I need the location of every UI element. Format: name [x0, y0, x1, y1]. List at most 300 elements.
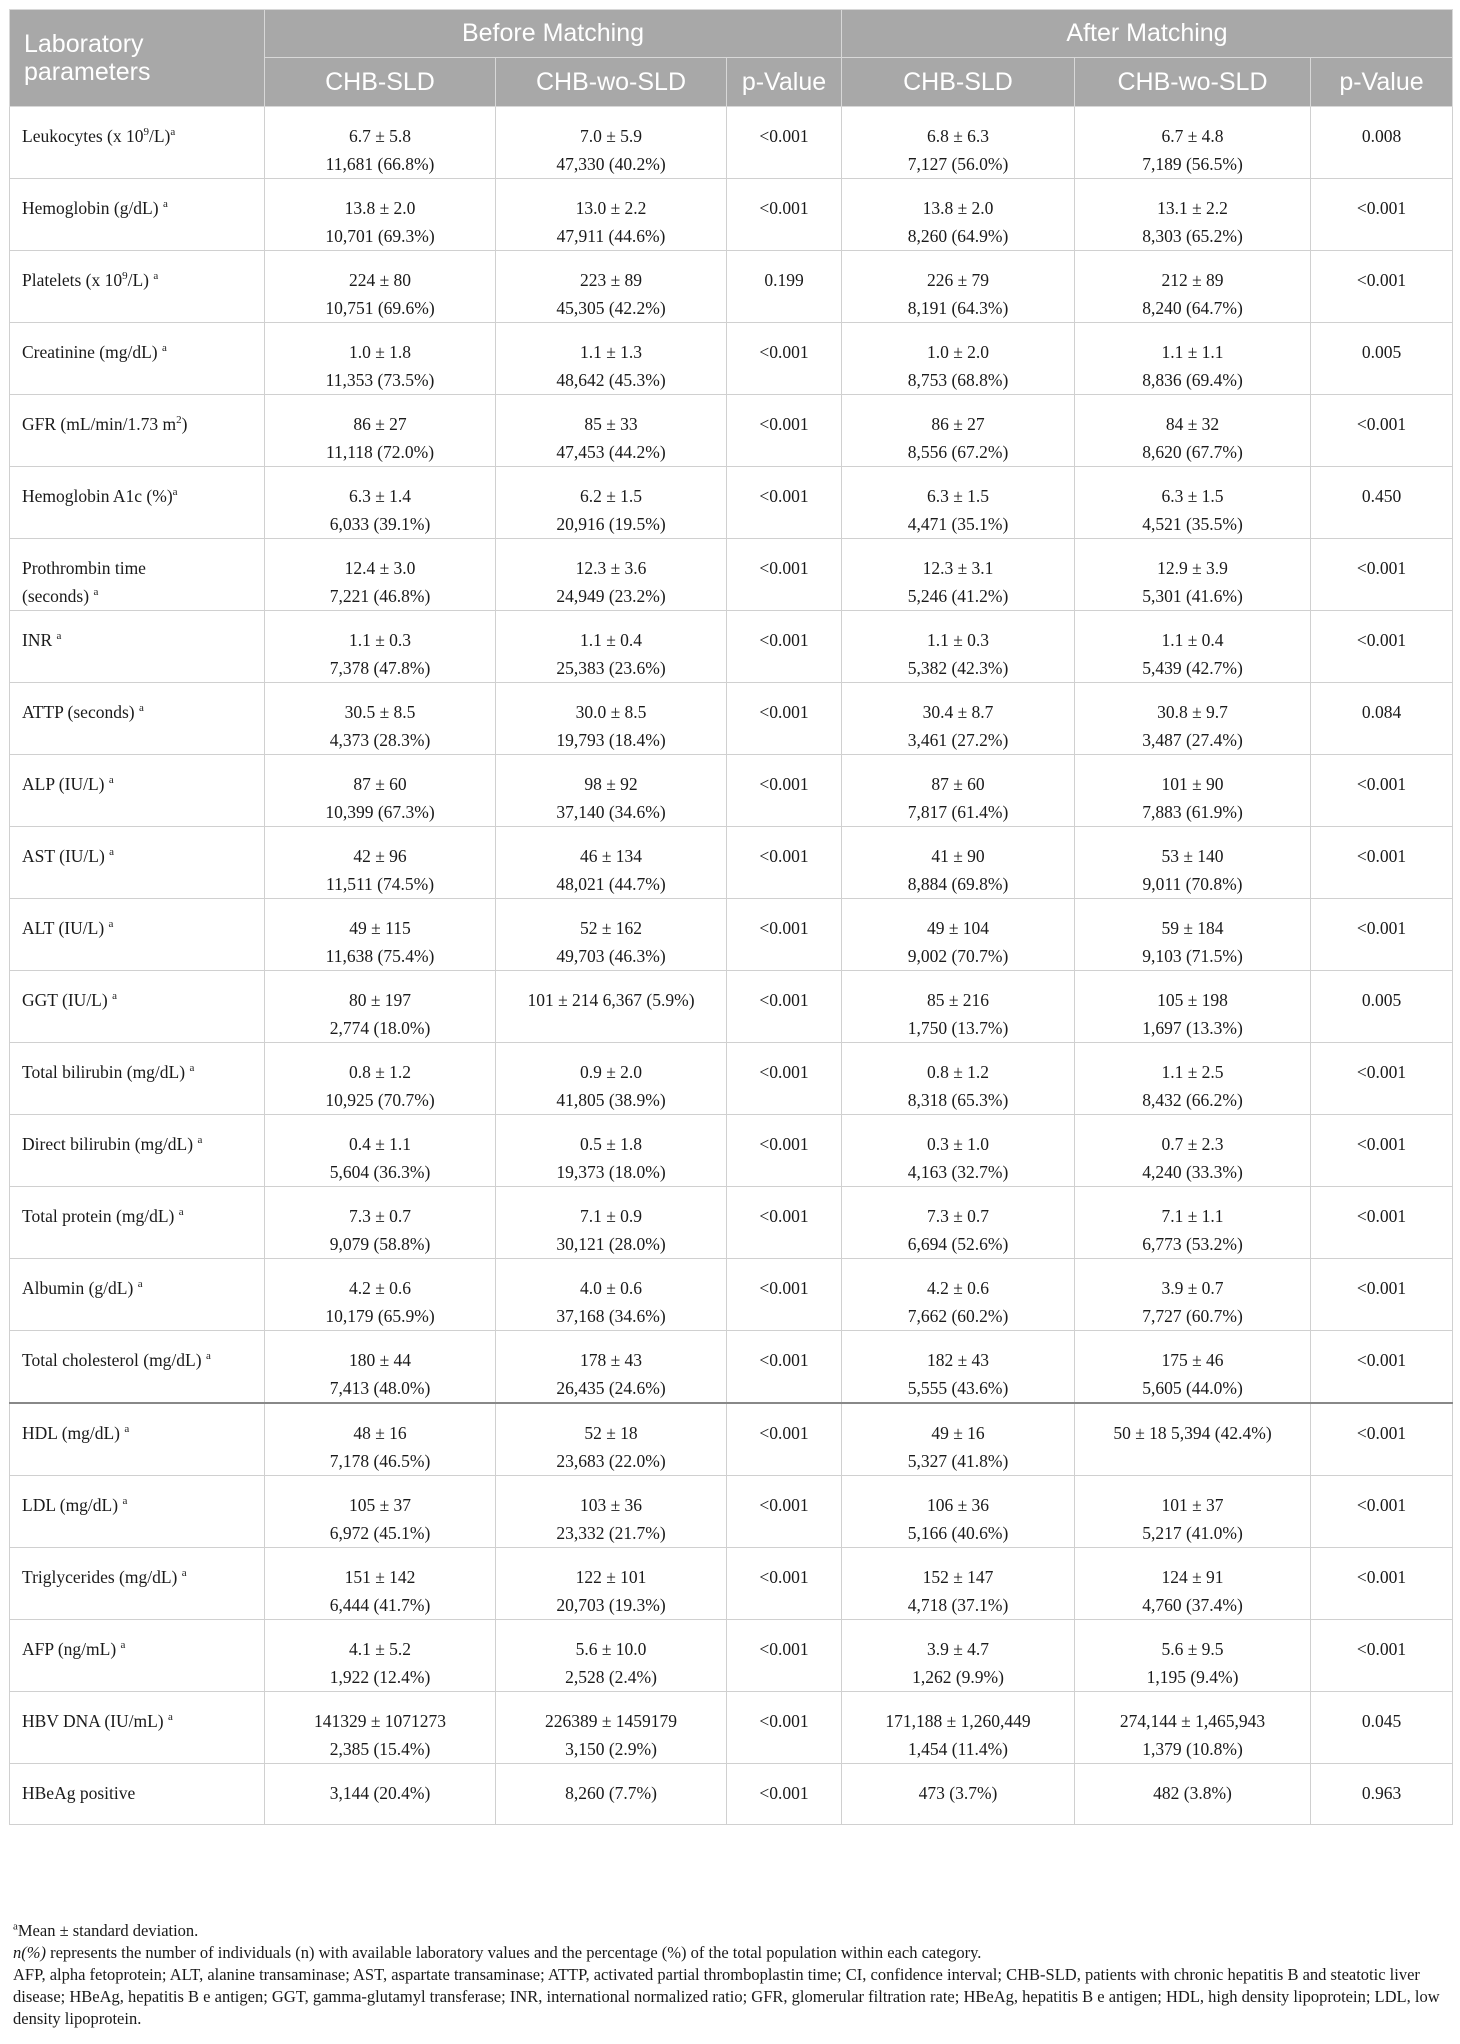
- cell-count: 37,140 (34.6%): [556, 802, 666, 822]
- cell-value: 151 ± 142: [344, 1567, 416, 1587]
- row-label: [10, 179, 265, 251]
- cell-value: 7.1 ± 1.1: [1161, 1206, 1224, 1226]
- row-footnote-marker: a: [137, 1278, 143, 1291]
- cell-value: 274,144 ± 1,465,943: [1119, 1711, 1266, 1731]
- cell-value: 0.4 ± 1.1: [348, 1134, 412, 1154]
- after-chb-wo-sld-cell: [1075, 1187, 1311, 1259]
- cell-value: 4.0 ± 0.6: [579, 1278, 643, 1298]
- cell-value: 1.1 ± 0.3: [926, 630, 990, 650]
- before-chb-wo-sld-cell: [496, 1187, 727, 1259]
- row-label-text: ATTP (seconds): [22, 702, 139, 722]
- before-chb-sld-cell: [265, 899, 496, 971]
- cell-value: 1.1 ± 1.1: [1161, 342, 1224, 362]
- cell-value: 13.8 ± 2.0: [344, 198, 416, 218]
- cell-value: 103 ± 36: [579, 1495, 643, 1515]
- cell-count: 23,683 (22.0%): [556, 1451, 666, 1471]
- cell-value: 46 ± 134: [579, 846, 643, 866]
- row-footnote-marker: a: [181, 1567, 187, 1580]
- before-chb-wo-sld-cell: [496, 539, 727, 611]
- before-chb-sld-cell: [265, 323, 496, 395]
- cell-value: 52 ± 162: [579, 918, 643, 938]
- after-chb-sld-cell: [842, 1764, 1075, 1825]
- after-chb-sld-cell: [842, 1692, 1075, 1764]
- cell-value: 6.3 ± 1.5: [1161, 486, 1224, 506]
- row-footnote-marker: a: [108, 774, 114, 787]
- row-label-text: ALP (IU/L): [22, 774, 109, 794]
- after-p-value-cell: <0.001: [1311, 179, 1453, 251]
- before-p-value-cell: <0.001: [727, 1764, 842, 1825]
- before-chb-wo-sld-cell: [496, 467, 727, 539]
- after-p-value-cell: <0.001: [1311, 1115, 1453, 1187]
- cell-value: 53 ± 140: [1161, 846, 1224, 866]
- after-chb-wo-sld-cell: [1075, 1548, 1311, 1620]
- cell-value: 0.9 ± 2.0: [579, 1062, 643, 1082]
- cell-value: 50 ± 18 5,394 (42.4%): [1113, 1423, 1272, 1443]
- before-chb-wo-sld-cell: [496, 827, 727, 899]
- row-footnote-marker: a: [153, 270, 159, 283]
- cell-count: 48,642 (45.3%): [556, 370, 666, 390]
- before-chb-wo-sld-cell: [496, 1548, 727, 1620]
- after-chb-sld-cell: [842, 323, 1075, 395]
- cell-value: 6.2 ± 1.5: [579, 486, 643, 506]
- after-p-value-cell: 0.045: [1311, 1692, 1453, 1764]
- cell-count: 4,521 (35.5%): [1142, 514, 1243, 534]
- after-p-value-cell: <0.001: [1311, 251, 1453, 323]
- cell-count: 24,949 (23.2%): [556, 586, 666, 606]
- cell-count: 47,911 (44.6%): [556, 226, 666, 246]
- after-p-value-cell: <0.001: [1311, 1403, 1453, 1476]
- cell-value: 7.0 ± 5.9: [579, 126, 643, 146]
- cell-count: 2,385 (15.4%): [329, 1739, 431, 1759]
- before-p-value-cell: <0.001: [727, 1620, 842, 1692]
- after-chb-wo-sld-cell: [1075, 755, 1311, 827]
- cell-count: 23,332 (21.7%): [556, 1523, 666, 1543]
- after-chb-wo-sld-cell: [1075, 251, 1311, 323]
- row-label-suffix: ): [181, 414, 188, 434]
- row-footnote-marker: a: [170, 126, 176, 139]
- cell-count: 41,805 (38.9%): [556, 1090, 666, 1110]
- before-chb-sld-cell: [265, 1620, 496, 1692]
- before-chb-wo-sld-cell: [496, 755, 727, 827]
- header-before-chb-wo-sld: CHB-wo-SLD: [496, 58, 727, 107]
- before-p-value-cell: <0.001: [727, 1476, 842, 1548]
- cell-count: 7,413 (48.0%): [329, 1378, 431, 1398]
- cell-count: 8,753 (68.8%): [907, 370, 1009, 390]
- header-after-matching: After Matching: [842, 10, 1453, 58]
- cell-count: 8,432 (66.2%): [1142, 1090, 1243, 1110]
- row-label-text: GFR (mL/min/1.73 m: [22, 414, 177, 434]
- cell-count: 9,002 (70.7%): [907, 946, 1009, 966]
- cell-count: 2,774 (18.0%): [329, 1018, 431, 1038]
- after-chb-sld-cell: [842, 1548, 1075, 1620]
- table-row: [10, 251, 1453, 323]
- before-chb-sld-cell: [265, 1187, 496, 1259]
- cell-value: 49 ± 16: [931, 1423, 985, 1443]
- row-label-text: HBV DNA (IU/mL): [22, 1711, 168, 1731]
- after-chb-sld-cell: [842, 683, 1075, 755]
- before-chb-sld-cell: [265, 395, 496, 467]
- footnote-n-percent-symbol: n(%): [13, 1943, 46, 1962]
- cell-count: 6,033 (39.1%): [329, 514, 431, 534]
- cell-value: 101 ± 214 6,367 (5.9%): [527, 990, 695, 1010]
- table-row: [10, 755, 1453, 827]
- after-chb-wo-sld-cell: [1075, 539, 1311, 611]
- cell-count: 1,922 (12.4%): [329, 1667, 431, 1687]
- cell-count: 6,972 (45.1%): [329, 1523, 431, 1543]
- after-chb-sld-cell: [842, 899, 1075, 971]
- row-label: [10, 611, 265, 683]
- before-p-value-cell: <0.001: [727, 1692, 842, 1764]
- after-p-value-cell: 0.450: [1311, 467, 1453, 539]
- after-chb-wo-sld-cell: [1075, 1043, 1311, 1115]
- before-p-value-cell: <0.001: [727, 395, 842, 467]
- after-chb-sld-cell: [842, 395, 1075, 467]
- before-p-value-cell: <0.001: [727, 611, 842, 683]
- cell-count: 11,353 (73.5%): [325, 370, 435, 390]
- table-row: [10, 1043, 1453, 1115]
- before-chb-sld-cell: [265, 1476, 496, 1548]
- table-row: [10, 1403, 1453, 1476]
- cell-count: 10,701 (69.3%): [325, 226, 435, 246]
- row-label: [10, 1403, 265, 1476]
- after-chb-wo-sld-cell: [1075, 1259, 1311, 1331]
- row-footnote-marker: a: [161, 342, 167, 355]
- after-chb-wo-sld-cell: [1075, 1692, 1311, 1764]
- footnote-n-percent: [13, 1942, 1453, 1964]
- cell-value: 101 ± 37: [1161, 1495, 1224, 1515]
- cell-value: 7.3 ± 0.7: [926, 1206, 990, 1226]
- cell-value: 178 ± 43: [579, 1350, 643, 1370]
- cell-count: 49,703 (46.3%): [556, 946, 666, 966]
- cell-value: 1.0 ± 1.8: [348, 342, 412, 362]
- cell-value: 85 ± 216: [926, 990, 990, 1010]
- before-chb-wo-sld-cell: [496, 971, 727, 1043]
- cell-count: 6,773 (53.2%): [1142, 1234, 1243, 1254]
- cell-count: 4,373 (28.3%): [329, 730, 431, 750]
- lab-parameters-table: [9, 9, 1453, 1825]
- cell-count: 4,718 (37.1%): [907, 1595, 1009, 1615]
- row-footnote-marker: a: [108, 918, 114, 931]
- row-label-text: Albumin (g/dL): [22, 1278, 138, 1298]
- cell-count: 6,444 (41.7%): [329, 1595, 431, 1615]
- header-after-p-value: p-Value: [1311, 58, 1453, 107]
- cell-value: 152 ± 147: [922, 1567, 994, 1587]
- row-label: [10, 539, 265, 611]
- cell-count: 19,373 (18.0%): [556, 1162, 666, 1182]
- row-label-text: Hemoglobin (g/dL): [22, 198, 163, 218]
- cell-value: 1.1 ± 1.3: [579, 342, 643, 362]
- after-chb-wo-sld-cell: [1075, 395, 1311, 467]
- before-chb-sld-cell: [265, 1043, 496, 1115]
- before-chb-sld-cell: [265, 467, 496, 539]
- after-chb-sld-cell: [842, 611, 1075, 683]
- cell-count: 5,246 (41.2%): [907, 586, 1009, 606]
- footnote-mean-sd: [13, 1920, 1453, 1942]
- after-chb-wo-sld-cell: [1075, 1764, 1311, 1825]
- cell-count: 5,382 (42.3%): [907, 658, 1009, 678]
- row-label: [10, 899, 265, 971]
- before-chb-wo-sld-cell: [496, 251, 727, 323]
- after-p-value-cell: <0.001: [1311, 395, 1453, 467]
- before-chb-wo-sld-cell: [496, 683, 727, 755]
- cell-value: 101 ± 90: [1161, 774, 1224, 794]
- cell-value: 42 ± 96: [353, 846, 407, 866]
- cell-count: 8,303 (65.2%): [1142, 226, 1243, 246]
- cell-count: 20,916 (19.5%): [556, 514, 666, 534]
- header-before-matching: Before Matching: [265, 10, 842, 58]
- cell-value: 1.1 ± 0.4: [1161, 630, 1224, 650]
- cell-count: 10,925 (70.7%): [325, 1090, 435, 1110]
- cell-value: 13.8 ± 2.0: [922, 198, 994, 218]
- before-chb-wo-sld-cell: [496, 611, 727, 683]
- row-label-text: GGT (IU/L): [22, 990, 113, 1010]
- before-p-value-cell: <0.001: [727, 1115, 842, 1187]
- footnote-marker: a: [13, 1920, 18, 1933]
- row-label: [10, 467, 265, 539]
- after-chb-wo-sld-cell: [1075, 683, 1311, 755]
- row-label-text: Prothrombin time: [22, 558, 146, 578]
- after-chb-sld-cell: [842, 1187, 1075, 1259]
- row-label-text: ALT (IU/L): [22, 918, 109, 938]
- cell-count: 6,694 (52.6%): [907, 1234, 1009, 1254]
- row-footnote-marker: a: [197, 1134, 203, 1147]
- cell-value: 122 ± 101: [575, 1567, 647, 1587]
- cell-count: 5,604 (36.3%): [329, 1162, 431, 1182]
- row-footnote-marker: a: [56, 630, 62, 643]
- before-p-value-cell: <0.001: [727, 1043, 842, 1115]
- before-chb-wo-sld-cell: [496, 107, 727, 179]
- after-chb-sld-cell: [842, 827, 1075, 899]
- after-p-value-cell: <0.001: [1311, 755, 1453, 827]
- before-p-value-cell: 0.199: [727, 251, 842, 323]
- before-p-value-cell: <0.001: [727, 323, 842, 395]
- after-p-value-cell: 0.084: [1311, 683, 1453, 755]
- cell-count: 5,166 (40.6%): [907, 1523, 1009, 1543]
- cell-count: 7,662 (60.2%): [907, 1306, 1009, 1326]
- row-footnote-marker: a: [178, 1206, 184, 1219]
- cell-value: 180 ± 44: [348, 1350, 412, 1370]
- cell-value: 7.3 ± 0.7: [348, 1206, 412, 1226]
- after-p-value-cell: <0.001: [1311, 611, 1453, 683]
- before-chb-sld-cell: [265, 1331, 496, 1404]
- before-chb-sld-cell: [265, 1764, 496, 1825]
- after-p-value-cell: 0.005: [1311, 323, 1453, 395]
- cell-count: 7,727 (60.7%): [1142, 1306, 1243, 1326]
- after-p-value-cell: <0.001: [1311, 1620, 1453, 1692]
- cell-count: 10,399 (67.3%): [325, 802, 435, 822]
- cell-value: 12.3 ± 3.6: [575, 558, 647, 578]
- after-chb-wo-sld-cell: [1075, 107, 1311, 179]
- cell-value: 0.5 ± 1.8: [579, 1134, 643, 1154]
- cell-count: 19,793 (18.4%): [556, 730, 666, 750]
- before-p-value-cell: <0.001: [727, 1331, 842, 1404]
- cell-count: 25,383 (23.6%): [556, 658, 666, 678]
- table-row: [10, 1259, 1453, 1331]
- cell-count: 8,620 (67.7%): [1142, 442, 1243, 462]
- row-label: [10, 1548, 265, 1620]
- before-chb-sld-cell: [265, 611, 496, 683]
- row-label: [10, 1764, 265, 1825]
- after-p-value-cell: <0.001: [1311, 539, 1453, 611]
- row-label-text: Total protein (mg/dL): [22, 1206, 179, 1226]
- before-chb-sld-cell: [265, 1403, 496, 1476]
- cell-value: 41 ± 90: [931, 846, 985, 866]
- cell-count: 7,189 (56.5%): [1142, 154, 1243, 174]
- table-row: [10, 827, 1453, 899]
- before-p-value-cell: <0.001: [727, 467, 842, 539]
- header-after-chb-sld: CHB-SLD: [842, 58, 1075, 107]
- cell-value: 226389 ± 1459179: [544, 1711, 678, 1731]
- before-chb-wo-sld-cell: [496, 1764, 727, 1825]
- cell-value: 30.4 ± 8.7: [922, 702, 994, 722]
- before-chb-sld-cell: [265, 251, 496, 323]
- cell-value: 48 ± 16: [353, 1423, 407, 1443]
- cell-value: 0.8 ± 1.2: [926, 1062, 990, 1082]
- table-row: [10, 179, 1453, 251]
- row-label: [10, 683, 265, 755]
- row-label-text: Triglycerides (mg/dL): [22, 1567, 182, 1587]
- footnote-n-percent-text: represents the number of individuals (n) with available laboratory values and the percentage (%) of the total population within each category.: [45, 1943, 982, 1962]
- cell-value: 13.0 ± 2.2: [575, 198, 647, 218]
- header-before-chb-sld: CHB-SLD: [265, 58, 496, 107]
- row-footnote-marker: a: [124, 1423, 130, 1436]
- cell-count: 11,681 (66.8%): [325, 154, 435, 174]
- row-label: [10, 1620, 265, 1692]
- table-row: [10, 1548, 1453, 1620]
- cell-count: 4,163 (32.7%): [907, 1162, 1009, 1182]
- footnote-mean-sd-text: Mean ± standard deviation.: [17, 1921, 199, 1940]
- table-row: [10, 1331, 1453, 1404]
- cell-value: 141329 ± 1071273: [313, 1711, 447, 1731]
- table-row: [10, 539, 1453, 611]
- cell-count: 8,884 (69.8%): [907, 874, 1009, 894]
- row-label-text: LDL (mg/dL): [22, 1495, 123, 1515]
- after-p-value-cell: <0.001: [1311, 1259, 1453, 1331]
- before-chb-sld-cell: [265, 827, 496, 899]
- before-p-value-cell: <0.001: [727, 827, 842, 899]
- row-label: [10, 1187, 265, 1259]
- row-label-text: HDL (mg/dL): [22, 1423, 125, 1443]
- cell-value: 13.1 ± 2.2: [1157, 198, 1228, 218]
- cell-value: 226 ± 79: [926, 270, 990, 290]
- after-chb-sld-cell: [842, 1115, 1075, 1187]
- cell-value: 30.5 ± 8.5: [344, 702, 416, 722]
- cell-value: 124 ± 91: [1161, 1567, 1224, 1587]
- cell-count: 7,378 (47.8%): [329, 658, 431, 678]
- cell-count: 5,555 (43.6%): [907, 1378, 1009, 1398]
- table-row: [10, 1476, 1453, 1548]
- cell-count: 8,556 (67.2%): [907, 442, 1009, 462]
- before-chb-sld-cell: [265, 755, 496, 827]
- before-chb-wo-sld-cell: [496, 1692, 727, 1764]
- row-label-superscript: 9: [143, 126, 149, 139]
- cell-value: 30.8 ± 9.7: [1157, 702, 1228, 722]
- cell-count: 7,221 (46.8%): [329, 586, 431, 606]
- cell-value: 87 ± 60: [931, 774, 985, 794]
- row-label-text: Platelets (x 10: [22, 270, 123, 290]
- row-label-text: Direct bilirubin (mg/dL): [22, 1134, 198, 1154]
- cell-count: 11,638 (75.4%): [325, 946, 435, 966]
- row-label-text: Hemoglobin A1c (%): [22, 486, 173, 506]
- after-p-value-cell: <0.001: [1311, 1548, 1453, 1620]
- row-footnote-marker: a: [205, 1350, 211, 1363]
- cell-value: 6.3 ± 1.4: [348, 486, 412, 506]
- cell-value: 212 ± 89: [1161, 270, 1224, 290]
- table-row: [10, 467, 1453, 539]
- cell-count: 47,453 (44.2%): [556, 442, 666, 462]
- table-row: [10, 1692, 1453, 1764]
- table-row: [10, 899, 1453, 971]
- row-label: [10, 1692, 265, 1764]
- cell-count: 3,487 (27.4%): [1142, 730, 1243, 750]
- table-header: [10, 10, 1453, 107]
- row-footnote-marker: a: [112, 990, 117, 1003]
- cell-value: 106 ± 36: [926, 1495, 990, 1515]
- before-p-value-cell: <0.001: [727, 899, 842, 971]
- cell-count: 1,750 (13.7%): [907, 1018, 1009, 1038]
- after-chb-sld-cell: [842, 755, 1075, 827]
- before-chb-wo-sld-cell: [496, 179, 727, 251]
- cell-value: 85 ± 33: [584, 414, 638, 434]
- row-label: [10, 1043, 265, 1115]
- cell-value: 3.9 ± 4.7: [926, 1639, 990, 1659]
- after-chb-sld-cell: [842, 179, 1075, 251]
- after-chb-wo-sld-cell: [1075, 611, 1311, 683]
- after-chb-wo-sld-cell: [1075, 1331, 1311, 1404]
- cell-value: 224 ± 80: [348, 270, 412, 290]
- cell-value: 12.3 ± 3.1: [922, 558, 994, 578]
- cell-count: 5,439 (42.7%): [1142, 658, 1243, 678]
- after-chb-wo-sld-cell: [1075, 1620, 1311, 1692]
- table-body: [10, 107, 1453, 1825]
- before-chb-wo-sld-cell: [496, 1259, 727, 1331]
- cell-value: 1.1 ± 0.4: [579, 630, 643, 650]
- table-row: [10, 971, 1453, 1043]
- cell-value: 6.8 ± 6.3: [926, 126, 990, 146]
- cell-count: 7,127 (56.0%): [907, 154, 1009, 174]
- cell-value: 171,188 ± 1,260,449: [885, 1711, 1031, 1731]
- before-chb-wo-sld-cell: [496, 1403, 727, 1476]
- row-label: [10, 323, 265, 395]
- table-row: [10, 683, 1453, 755]
- cell-count: 1,195 (9.4%): [1146, 1667, 1239, 1687]
- before-chb-wo-sld-cell: [496, 323, 727, 395]
- row-footnote-marker: a: [120, 1639, 126, 1652]
- cell-count: 1,262 (9.9%): [912, 1667, 1004, 1687]
- cell-count: 8,240 (64.7%): [1142, 298, 1243, 318]
- after-chb-sld-cell: [842, 1043, 1075, 1115]
- cell-value: 86 ± 27: [353, 414, 407, 434]
- after-p-value-cell: <0.001: [1311, 1476, 1453, 1548]
- before-p-value-cell: <0.001: [727, 107, 842, 179]
- row-footnote-marker: a: [93, 586, 99, 599]
- before-p-value-cell: <0.001: [727, 1403, 842, 1476]
- cell-value: 3.9 ± 0.7: [1161, 1278, 1224, 1298]
- before-chb-sld-cell: [265, 971, 496, 1043]
- cell-value: 4.2 ± 0.6: [926, 1278, 990, 1298]
- cell-value: 80 ± 197: [348, 990, 412, 1010]
- cell-value: 223 ± 89: [579, 270, 643, 290]
- header-after-chb-wo-sld: CHB-wo-SLD: [1075, 58, 1311, 107]
- row-label-text: HBeAg positive: [22, 1783, 136, 1803]
- row-footnote-marker: a: [138, 702, 144, 715]
- cell-count: 30,121 (28.0%): [556, 1234, 666, 1254]
- table-row: [10, 1764, 1453, 1825]
- table-row: [10, 1115, 1453, 1187]
- row-label: [10, 251, 265, 323]
- cell-value: 3,144 (20.4%): [329, 1783, 431, 1803]
- row-label-line2: (seconds): [22, 586, 94, 606]
